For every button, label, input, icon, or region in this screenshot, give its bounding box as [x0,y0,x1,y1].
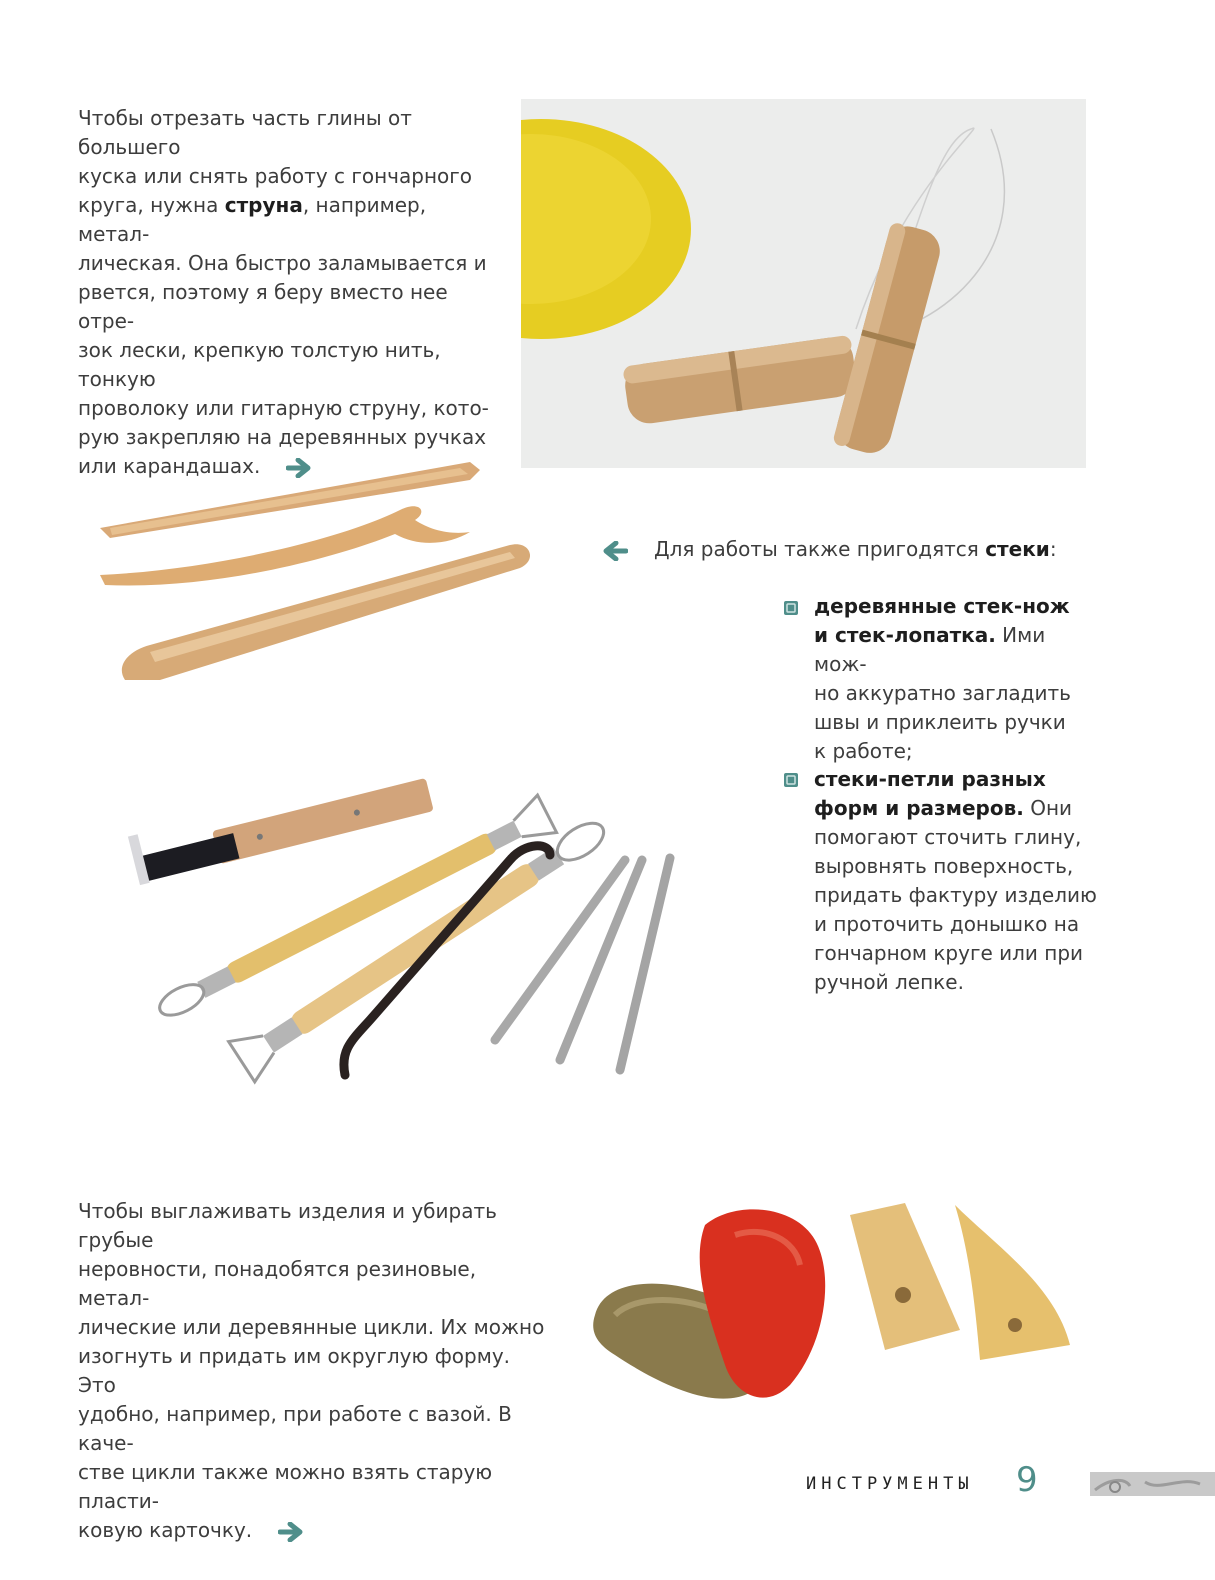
decorative-texture-strip [1090,1472,1215,1496]
cikli-line: изогнуть и придать им округлую форму. Это [78,1344,511,1397]
cikli-line: лические или деревянные цикли. Их можно [78,1315,545,1339]
intro-line: рвется, поэтому я беру вместо нее отре- [78,280,448,333]
intro-paragraph [78,104,498,481]
arrow-left-icon [602,541,628,561]
term-steki: стеки [985,537,1050,561]
steki-item-wooden: деревянные стек-нож и стек-лопатка. Ими мож- но аккуратно загладить швы и приклеить ручки к работе; [814,594,1071,763]
bullet-icon [783,600,799,616]
wire-cutter-photo [521,99,1086,468]
intro-line: куска или снять работу с гончарного [78,164,473,188]
cikli-line: неровности, понадобятся резиновые, метал- [78,1257,477,1310]
scrapers-photo [585,1195,1085,1410]
intro-line: зок лески, крепкую толстую нить, тонкую [78,338,441,391]
arrow-right-icon [278,1522,304,1542]
cikli-line: стве цикли также можно взять старую пласти- [78,1460,493,1513]
intro-line: или карандашах. [78,452,498,481]
loop-tools-photo [120,750,710,1090]
section-title: ИНСТРУМЕНТЫ [806,1474,974,1494]
steki-intro: Для работы также пригодятся стеки: [602,535,1102,564]
intro-line: рую закрепляю на деревянных ручках [78,425,487,449]
intro-line: Чтобы отрезать часть глины от большего [78,106,412,159]
steki-item-loops: стеки-петли разных форм и размеров. Они помогают сточить глину, выровнять поверхность, придать фактуру изделию и проточить донышко на гончарном круге или при ручной лепке. [814,767,1097,994]
cikli-line: удобно, например, при работе с вазой. В каче- [78,1402,512,1455]
cikli-line: Чтобы выглаживать изделия и убирать грубые [78,1199,497,1252]
intro-line: круга, нужна струна, например, метал- [78,193,427,246]
term-struna: струна [224,193,303,217]
wooden-stek-photo [90,440,530,700]
bullet-icon [783,772,799,788]
page-number: 9 [1016,1460,1038,1500]
intro-line: лическая. Она быстро заламывается и [78,251,487,275]
cikli-line: ковую карточку. [78,1516,548,1545]
cikli-paragraph [78,1197,548,1545]
intro-line: проволоку или гитарную струну, кото- [78,396,489,420]
